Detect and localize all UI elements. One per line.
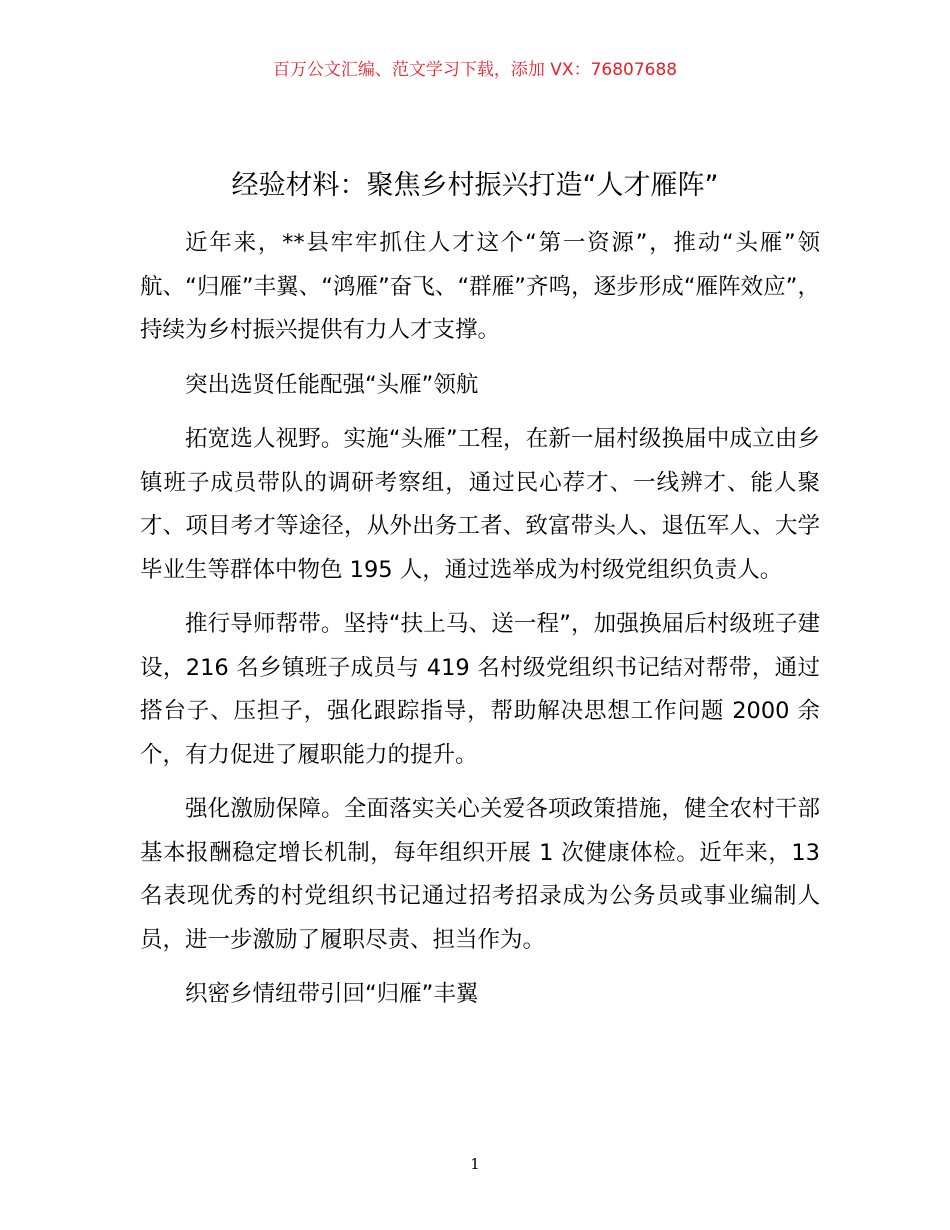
- header-watermark-note: 百万公文汇编、范文学习下载，添加 VX：76807688: [272, 60, 678, 80]
- paragraph-mentor-guidance: 推行导师帮带。坚持“扶上马、送一程”，加强换届后村级班子建设，216 名乡镇班子成员与 419 名村级党组织书记结对帮带，通过搭台子、压担子，强化跟踪指导，帮助解决思想工作问题 2000 余个，有力促进了履职能力的提升。: [140, 611, 820, 768]
- section-heading-returning-geese: 织密乡情纽带引回“归雁”丰翼: [185, 981, 479, 1007]
- page-number: 1: [470, 1155, 480, 1173]
- document-title: 经验材料：聚焦乡村振兴打造“人才雁阵”: [231, 170, 719, 201]
- paragraph-broaden-selection: 拓宽选人视野。实施“头雁”工程，在新一届村级换届中成立由乡镇班子成员带队的调研考察组，通过民心荐才、一线辨才、能人聚才、项目考才等途径，从外出务工者、致富带头人、退伍军人、大学毕业生等群体中物色 195 人，通过选举成为村级党组织负责人。: [140, 426, 820, 583]
- paragraph-incentive-support: 强化激励保障。全面落实关心关爱各项政策措施，健全农村干部基本报酬稳定增长机制，每年组织开展 1 次健康体检。近年来，13 名表现优秀的村党组织书记通过招考招录成为公务员或事业编制人员，进一步激励了履职尽责、担当作为。: [140, 796, 820, 953]
- intro-paragraph: 近年来，**县牢牢抓住人才这个“第一资源”，推动“头雁”领航、“归雁”丰翼、“鸿雁”奋飞、“群雁”齐鸣，逐步形成“雁阵效应”，持续为乡村振兴提供有力人才支撑。: [140, 230, 820, 343]
- section-heading-lead-geese: 突出选贤任能配强“头雁”领航: [185, 371, 479, 398]
- document-body: [140, 222, 820, 1028]
